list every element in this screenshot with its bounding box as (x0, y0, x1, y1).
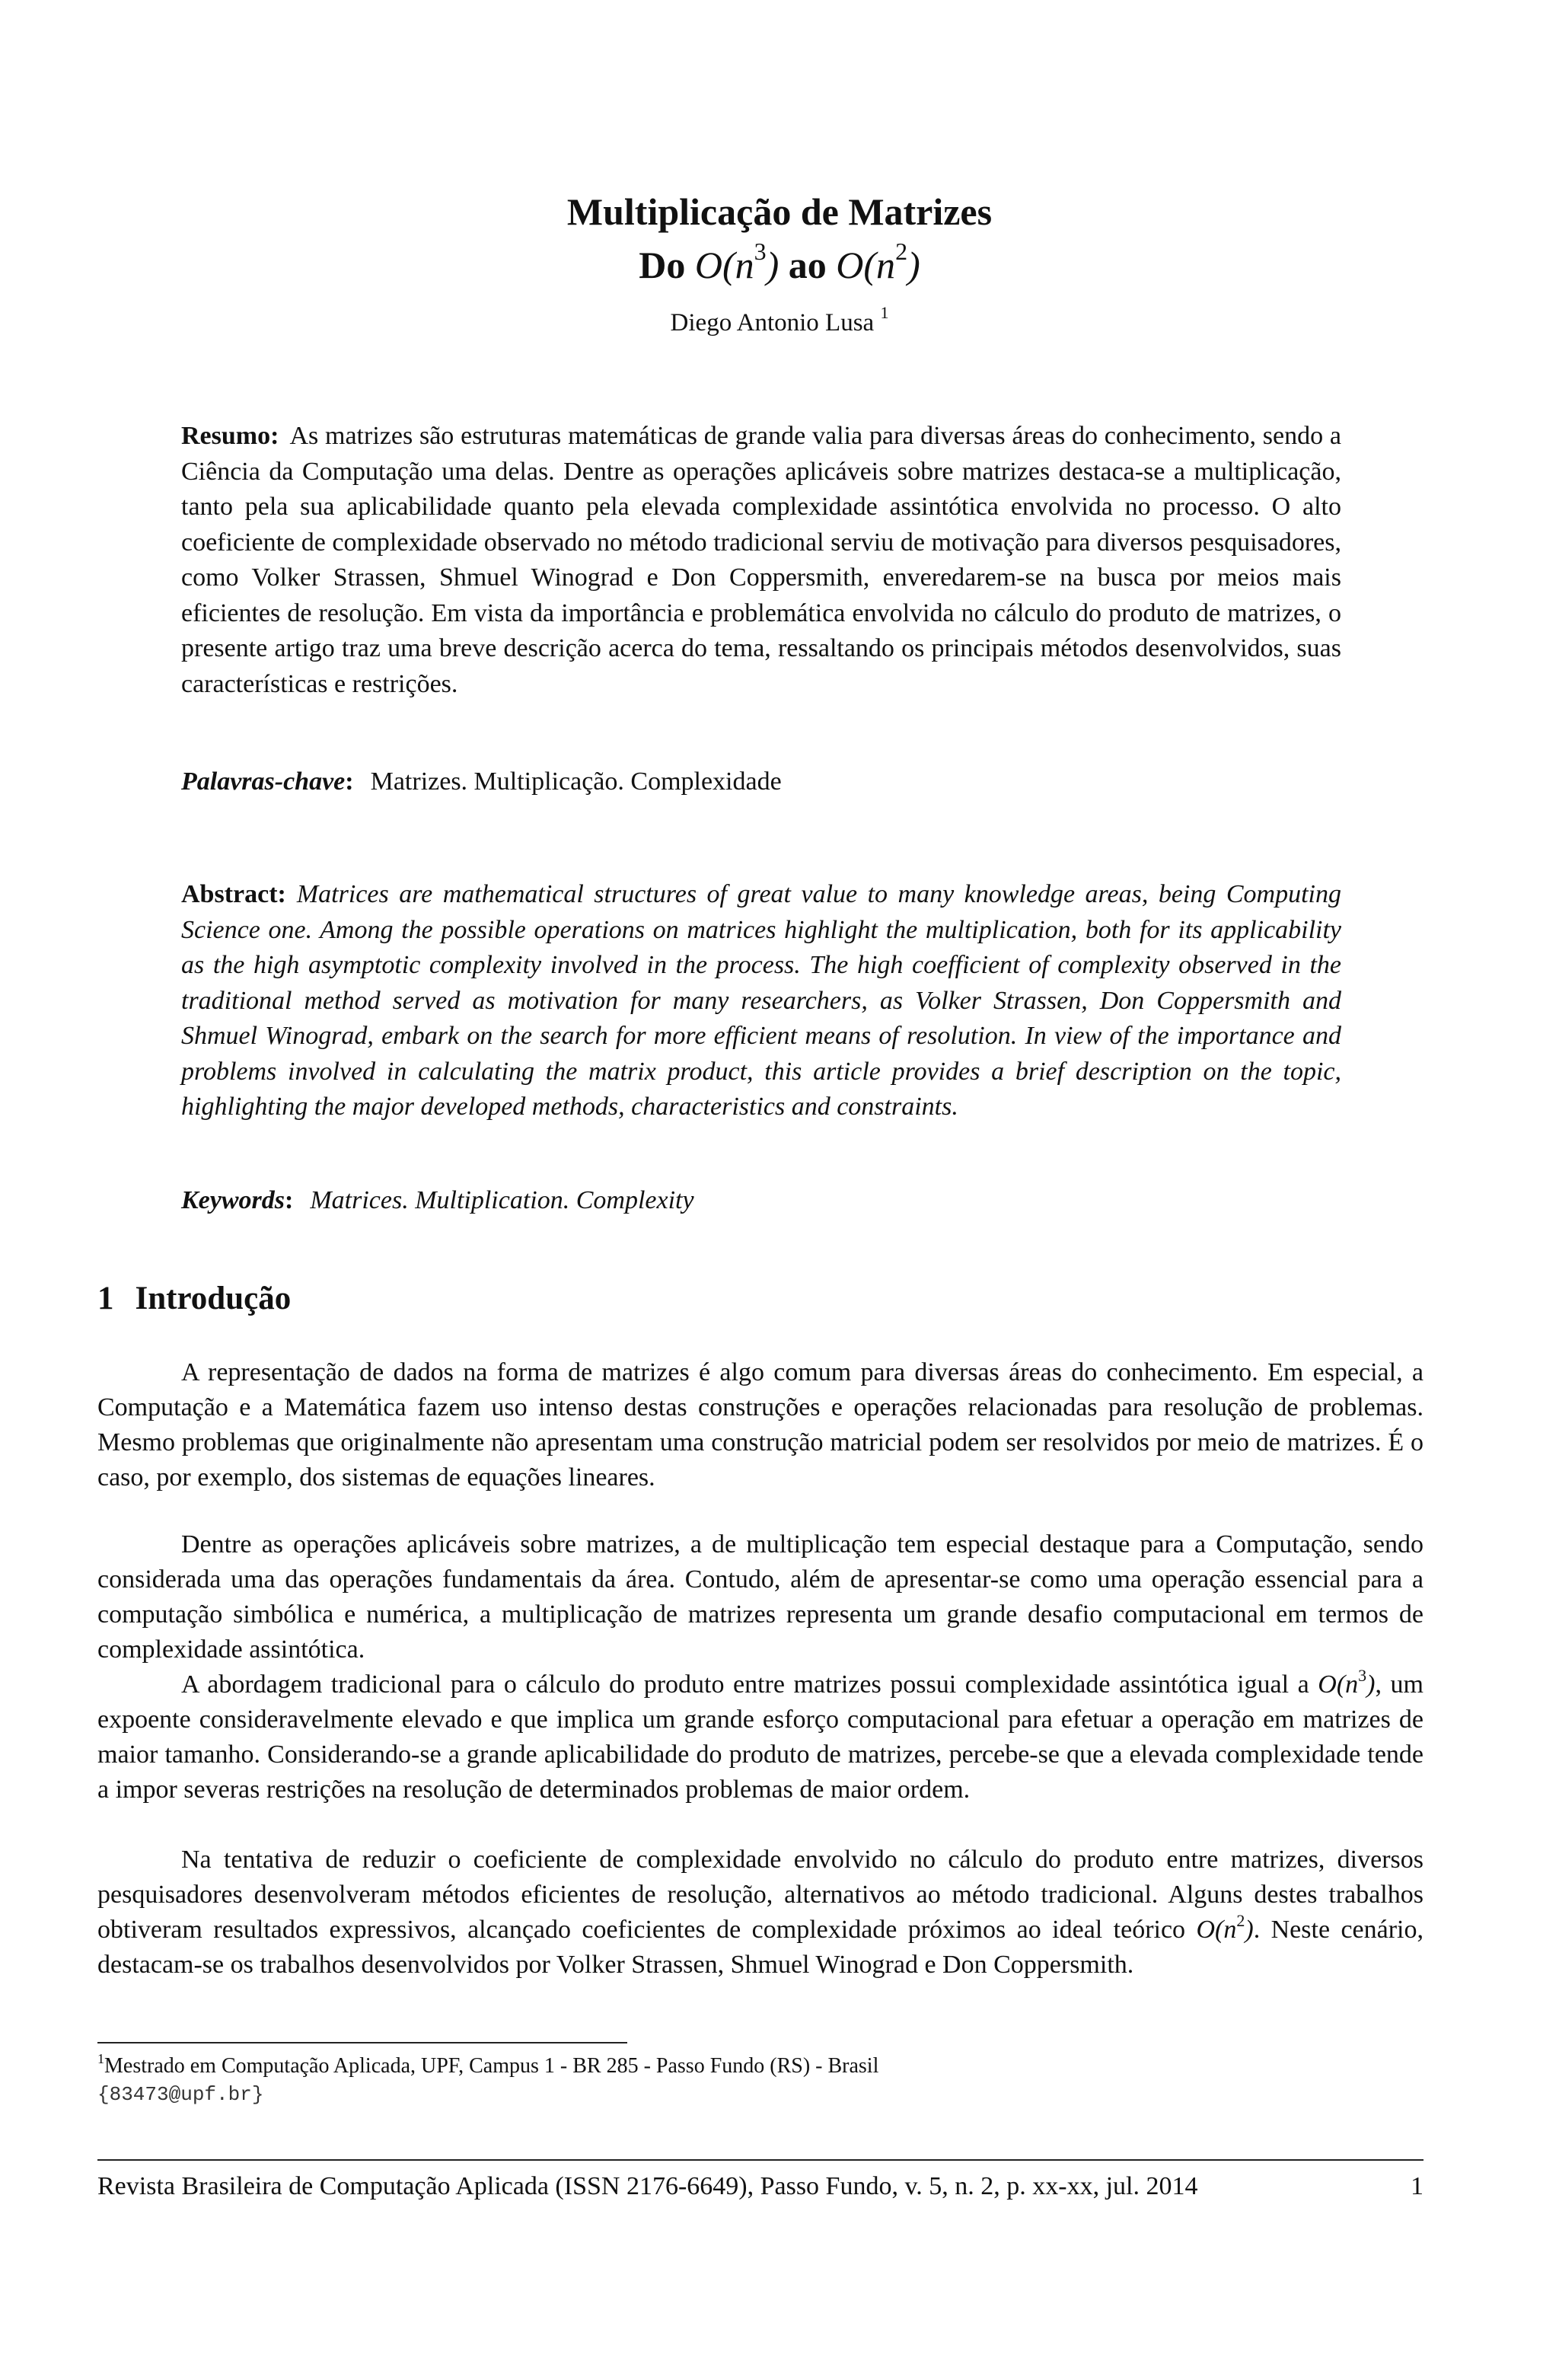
abstract-en (181, 877, 1341, 1125)
paragraph-4: Na tentativa de reduzir o coeficiente de complexidade envolvido no cálculo do produto entre matrizes, diversos pesquisadores desenvolveram métodos eficientes de resolução, alternativos ao método tradicional. Alguns destes trabalhos obtiveram resultados expressivos, alcançado coeficientes de complexidade próximos ao ideal teórico $O(n^2)$. Neste cenário, destacam-se os trabalhos desenvolvidos por Volker Strassen, Shmuel Winograd e Don Coppersmith. (97, 1846, 1424, 1979)
math-from: $O(n^3)$ (694, 238, 780, 286)
author: Diego Antonio Lusa $^1$ (670, 303, 889, 337)
author-footnote-mark: 1 (880, 303, 889, 322)
footnote-email: {83473@upf.br} (97, 2083, 264, 2106)
math-to: $O(n^2)$ (836, 238, 920, 286)
section-heading: 1 Introdução (97, 1281, 292, 1316)
abstract-pt (181, 419, 1341, 702)
math-inline: $O(n^3)$ (1318, 1666, 1376, 1699)
abstract-pt-label: Resumo: (181, 422, 279, 450)
paragraph-3: A abordagem tradicional para o cálculo do produto entre matrizes possui complexidade assintótica igual a $O(n^3)$, um expoente consideravelmente elevado e que implica um grande esforço computacional para efetuar a operação em matrizes de maior tamanho. Considerando-se a grande aplicabilidade do produto de matrizes, percebe-se que a elevada complexidade tende a impor severas restrições na resolução de determinados problemas de maior ordem. (97, 1666, 1424, 1804)
paper-subtitle: Do $O(n^3)$ ao $O(n^2)$ (639, 238, 920, 286)
paragraph-1: A representação de dados na forma de matrizes é algo comum para diversas áreas do conhecimento. Em especial, a Computação e a Matemática fazem uso intenso destas construções e operações relacionadas para resolução de problemas. Mesmo problemas que originalmente não apresentam uma construção matricial podem ser resolvidos por meio de matrizes. É o caso, por exemplo, dos sistemas de equações lineares. (97, 1358, 1424, 1491)
abstract-en-label: Abstract: (181, 880, 286, 908)
abstract-pt-text: As matrizes são estruturas matemáticas de grande valia para diversas áreas do conhecimento, sendo a Ciência da Computação uma delas. Dentre as operações aplicáveis sobre matrizes destaca-se a multiplicação, tanto pela sua aplicabilidade quanto pela elevada complexidade assintótica envolvida no processo. O alto coeficiente de complexidade observado no método tradicional serviu de motivação para diversos pesquisadores, como Volker Strassen, Shmuel Winograd e Don Coppersmith, enveredarem-se na busca por meios mais eficientes de resolução. Em vista da importância e problemática envolvida no cálculo do produto de matrizes, o presente artigo traz uma breve descrição acerca do tema, ressaltando os principais métodos desenvolvidos, suas características e restrições. (181, 422, 1341, 698)
footnote-rule (97, 2042, 627, 2043)
footnote: $^1$Mestrado em Computação Aplicada, UPF, Campus 1 - BR 285 - Passo Fundo (RS) - Brasil (97, 2051, 879, 2078)
keywords-en: Keywords: Matrices. Multiplication. Complexity (181, 1186, 694, 1214)
title-line-1: Multiplicação de Matrizes (566, 190, 993, 233)
journal-citation: Revista Brasileira de Computação Aplicada (ISSN 2176-6649), Passo Fundo, v. 5, n. 2, p. xx-xx, jul. 2014 (97, 2172, 1198, 2200)
math-inline: $O(n^2)$ (1196, 1911, 1254, 1944)
page-number: 1 (1411, 2172, 1424, 2200)
footer-rule (97, 2159, 1424, 2161)
abstract-en-text: Matrices are mathematical structures of great value to many knowledge areas, being Computing Science one. Among the possible operations on matrices highlight the multiplication, both for its applicability as the high asymptotic complexity involved in the process. The high coefficient of complexity observed in the traditional method served as motivation for many researchers, as Volker Strassen, Don Coppersmith and Shmuel Winograd, embark on the search for more efficient means of resolution. In view of the importance and problems involved in calculating the matrix product, this article provides a brief description on the topic, highlighting the major developed methods, characteristics and constraints. (181, 880, 1341, 1121)
keywords-pt: Palavras-chave: Matrizes. Multiplicação. Complexidade (181, 767, 782, 796)
paper-title (0, 189, 1559, 234)
paragraph-2: Dentre as operações aplicáveis sobre matrizes, a de multiplicação tem especial destaque para a Computação, sendo considerada uma das operações fundamentais da área. Contudo, além de apresentar-se como uma operação essencial para a computação simbólica e numérica, a multiplicação de matrizes representa um grande desafio computacional em termos de complexidade assintótica. (97, 1530, 1424, 1664)
